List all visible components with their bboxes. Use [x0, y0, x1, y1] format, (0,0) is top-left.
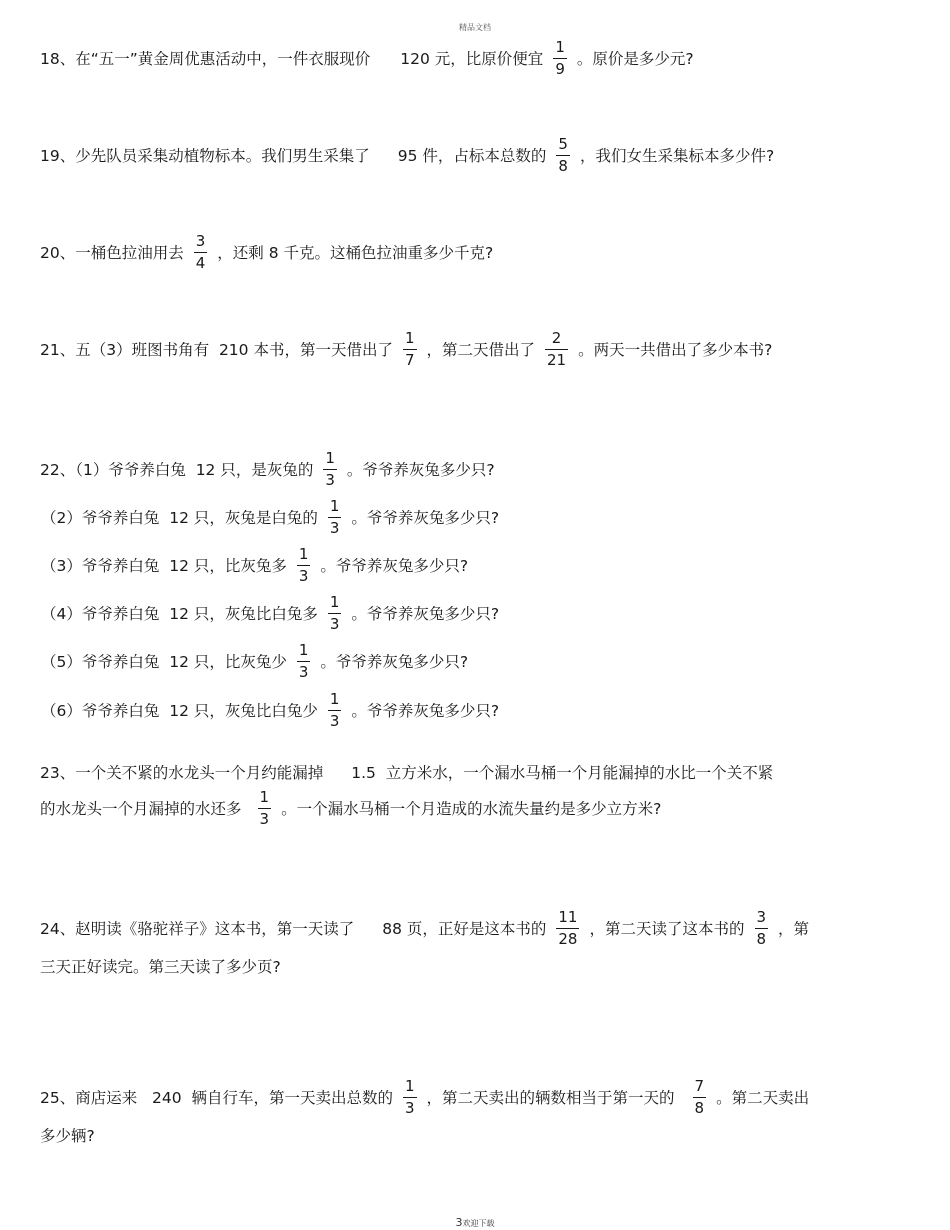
- fraction-numerator: 1: [298, 640, 309, 659]
- question-line-q22-1: [40, 443, 495, 495]
- fraction: [556, 134, 570, 175]
- question-text: 1.5 立方米水，一个漏水马桶一个月能漏掉的水比一个关不紧: [351, 764, 774, 782]
- question-text: 120 元，比原价便宜: [400, 50, 544, 68]
- question-text: （3）爷爷养白兔 12 只，比灰兔多: [41, 557, 287, 575]
- question-text: 。一个漏水马桶一个月造成的水流失量约是多少立方米?: [281, 800, 662, 818]
- question-text: 。两天一共借出了多少本书?: [578, 341, 773, 359]
- question-text: 18、在“五一”黄金周优惠活动中，一件衣服现价: [40, 50, 371, 68]
- fraction-numerator: 1: [329, 496, 340, 515]
- fraction-numerator: 1: [259, 787, 270, 806]
- question-text: （6）爷爷养白兔 12 只，灰兔比白兔少: [41, 702, 318, 720]
- question-text: 23、一个关不紧的水龙头一个月约能漏掉: [40, 764, 324, 782]
- fraction: [553, 37, 567, 78]
- fraction: [328, 689, 342, 730]
- question-line-q22-2: [41, 491, 499, 543]
- fraction-numerator: 1: [325, 448, 335, 467]
- question-text: （2）爷爷养白兔 12 只，灰兔是白兔的: [41, 509, 318, 527]
- fraction-denominator: 3: [404, 1098, 415, 1117]
- question-line-q22-3: [41, 539, 468, 591]
- fraction: [755, 907, 769, 948]
- question-text: ，第二天卖出的辆数相当于第一天的: [426, 1089, 675, 1107]
- question-text: ，我们女生采集标本多少件?: [579, 147, 775, 165]
- fraction-denominator: 3: [259, 809, 270, 828]
- question-text: 25、商店运来 240 辆自行车，第一天卖出总数的: [40, 1089, 393, 1107]
- fraction-denominator: 3: [329, 518, 340, 537]
- fraction-denominator: 3: [329, 711, 340, 730]
- fraction-numerator: 1: [329, 689, 340, 708]
- fraction-denominator: 3: [298, 566, 309, 585]
- fraction: [403, 328, 417, 369]
- question-text: 95 件，占标本总数的: [397, 147, 547, 165]
- fraction: [323, 448, 337, 489]
- fraction: [297, 544, 311, 585]
- question-text: 20、一桶色拉油用去: [40, 244, 184, 262]
- question-text: 多少辆?: [40, 1127, 95, 1145]
- fraction: [328, 496, 342, 537]
- fraction-denominator: 7: [404, 350, 415, 369]
- fraction-denominator: 3: [325, 470, 335, 489]
- question-line-q18: [40, 32, 694, 84]
- fraction-numerator: 1: [404, 328, 415, 347]
- fraction-numerator: 2: [551, 328, 562, 347]
- question-line-q24-b: [40, 940, 281, 992]
- fraction: [194, 231, 208, 272]
- fraction: [403, 1076, 417, 1117]
- fraction: [545, 328, 568, 369]
- question-text: ，第: [778, 920, 810, 938]
- fraction: [258, 787, 272, 828]
- question-line-q22-5: [41, 635, 468, 687]
- fraction-denominator: 8: [756, 929, 767, 948]
- fraction: [693, 1076, 707, 1117]
- fraction-denominator: 8: [558, 156, 568, 175]
- question-line-q25-b: [40, 1109, 95, 1161]
- fraction-numerator: 1: [404, 1076, 415, 1095]
- question-line-q23-b: [40, 782, 661, 834]
- fraction-denominator: 4: [195, 253, 206, 272]
- question-text: （5）爷爷养白兔 12 只，比灰兔少: [41, 653, 287, 671]
- question-line-q20: [40, 226, 493, 278]
- question-text: 22、（1）爷爷养白兔 12 只，是灰兔的: [40, 461, 314, 479]
- fraction-numerator: 5: [558, 134, 568, 153]
- question-text: ，第二天借出了: [426, 341, 536, 359]
- question-text: 。原价是多少元?: [576, 50, 694, 68]
- question-text: 88 页，正好是这本书的: [382, 920, 547, 938]
- question-text: 三天正好读完。第三天读了多少页?: [40, 958, 281, 976]
- fraction-numerator: 1: [298, 544, 309, 563]
- question-text: 。爷爷养灰兔多少只?: [351, 702, 500, 720]
- fraction-denominator: 21: [547, 350, 567, 369]
- fraction-denominator: 3: [298, 662, 309, 681]
- page-footer: [0, 1216, 950, 1229]
- question-text: 。第二天卖出: [716, 1089, 810, 1107]
- fraction-denominator: 8: [694, 1098, 705, 1117]
- question-text: ，还剩 8 千克。这桶色拉油重多少千克?: [217, 244, 494, 262]
- fraction-numerator: 1: [329, 592, 340, 611]
- question-text: （4）爷爷养白兔 12 只，灰兔比白兔多: [41, 605, 318, 623]
- footer-text: 欢迎下载: [462, 1219, 495, 1228]
- question-line-q21: [40, 323, 772, 375]
- question-line-q19: [40, 129, 774, 181]
- question-line-q22-4: [41, 587, 499, 639]
- question-text: 19、少先队员采集动植物标本。我们男生采集了: [40, 147, 370, 165]
- fraction: [328, 592, 342, 633]
- page-number: 3: [455, 1216, 463, 1229]
- fraction: [556, 907, 579, 948]
- question-text: ，第二天读了这本书的: [589, 920, 745, 938]
- question-text: 。爷爷养灰兔多少只?: [320, 557, 469, 575]
- question-text: 21、五（3）班图书角有 210 本书，第一天借出了: [40, 341, 393, 359]
- fraction: [297, 640, 311, 681]
- question-text: 的水龙头一个月漏掉的水还多: [40, 800, 242, 818]
- question-text: 。爷爷养灰兔多少只?: [351, 509, 500, 527]
- fraction-numerator: 7: [694, 1076, 705, 1095]
- question-line-q22-6: [41, 684, 499, 736]
- question-text: 。爷爷养灰兔多少只?: [320, 653, 469, 671]
- question-line-q25-a: [40, 1071, 809, 1123]
- fraction-denominator: 3: [329, 614, 340, 633]
- question-text: 24、赵明读《骆驼祥子》这本书，第一天读了: [40, 920, 355, 938]
- fraction-numerator: 3: [756, 907, 767, 926]
- question-text: 。爷爷养灰兔多少只?: [346, 461, 495, 479]
- fraction-denominator: 28: [558, 929, 578, 948]
- fraction-numerator: 11: [558, 907, 578, 926]
- fraction-numerator: 1: [555, 37, 565, 56]
- fraction-denominator: 9: [555, 59, 565, 78]
- question-text: 。爷爷养灰兔多少只?: [351, 605, 500, 623]
- fraction-numerator: 3: [195, 231, 206, 250]
- page-header: 精品文档: [459, 23, 491, 32]
